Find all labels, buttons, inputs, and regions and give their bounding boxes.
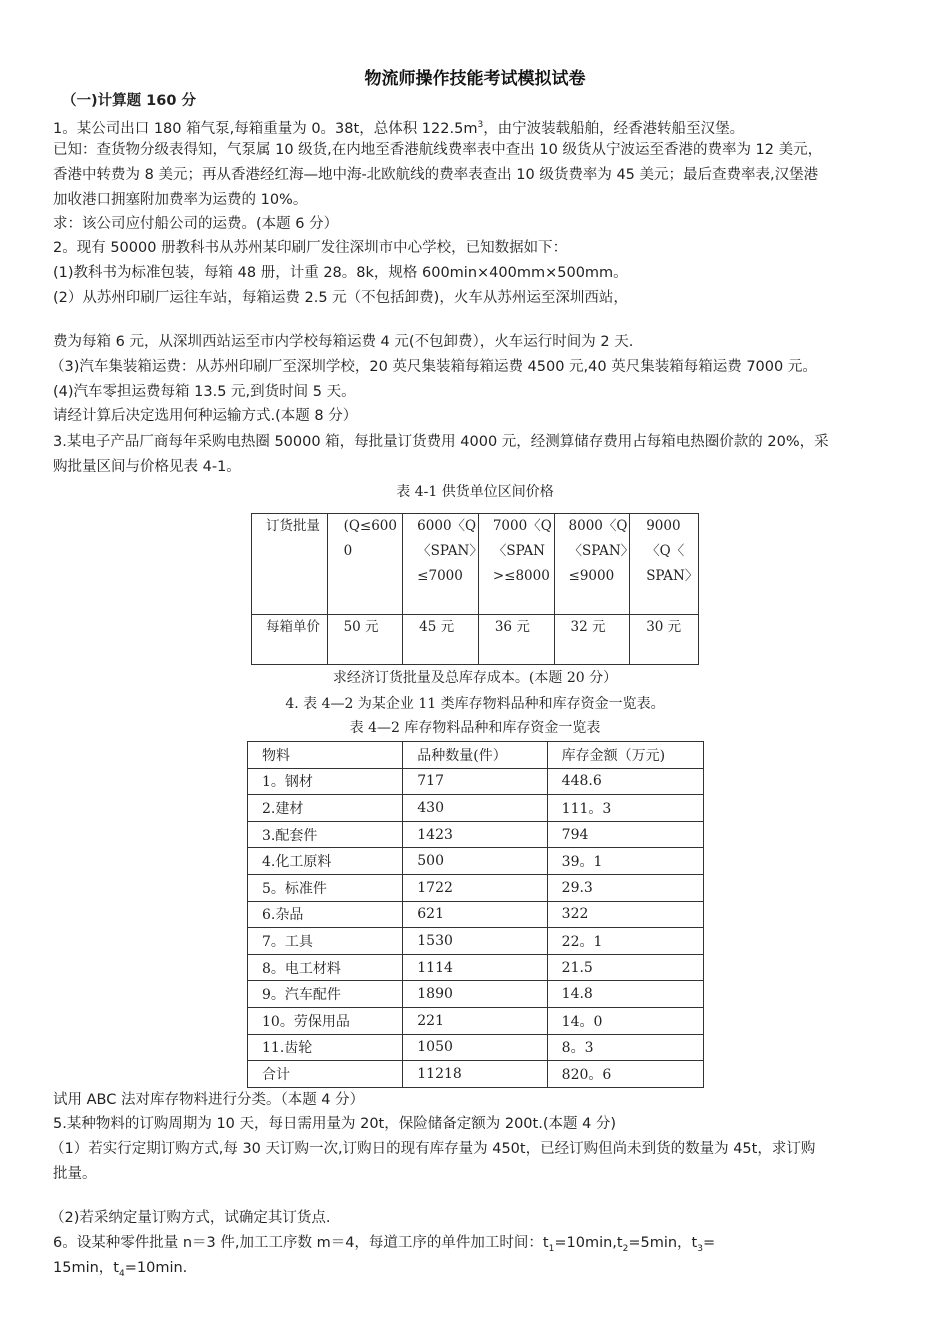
- material-cell: 6.杂品: [248, 901, 403, 928]
- price-cell: 30 元: [630, 615, 699, 665]
- material-cell: 8。电工材料: [248, 954, 403, 981]
- amount-cell: 820。6: [547, 1061, 703, 1088]
- table-row: [248, 981, 704, 1008]
- count-cell: 1050: [403, 1034, 547, 1061]
- amount-cell: 448.6: [547, 768, 703, 795]
- range-cell: 7000〈Q〈SPAN>≤8000: [478, 514, 554, 615]
- count-cell: 500: [403, 848, 547, 875]
- price-cell: 36 元: [478, 615, 554, 665]
- price-cell: 45 元: [403, 615, 479, 665]
- material-cell: 2.建材: [248, 795, 403, 822]
- q3-line-2: 购批量区间与价格见表 4-1。: [53, 459, 241, 475]
- count-cell: 1114: [403, 954, 547, 981]
- table-total-row: [248, 1061, 704, 1088]
- material-cell: 1。钢材: [248, 768, 403, 795]
- material-cell: 9。汽车配件: [248, 981, 403, 1008]
- price-range-table: [251, 513, 699, 665]
- q4-question: 试用 ABC 法对库存物料进行分类。（本题 4 分）: [53, 1092, 365, 1108]
- q1-line-3: 香港中转费为 8 美元；再从香港经红海—地中海-北欧航线的费率表查出 10 级货费率为 45 美元；最后查费率表,汉堡港: [53, 167, 819, 183]
- material-cell: 11.齿轮: [248, 1034, 403, 1061]
- table-row: [248, 1007, 704, 1034]
- q2-line-4: 费为每箱 6 元，从深圳西站运至市内学校每箱运费 4 元(不包卸费），火车运行时间为 2 天.: [53, 334, 634, 350]
- count-cell: 1722: [403, 874, 547, 901]
- price-cell: 50 元: [327, 615, 403, 665]
- q6-line-1: 6。设某种零件批量 n＝3 件,加工工序数 m＝4，每道工序的单件加工时间：$t_1=10\min,t_2=5\min$，$t_3=$: [53, 1235, 716, 1254]
- count-cell: 221: [403, 1007, 547, 1034]
- q2-line-6: (4)汽车零担运费每箱 13.5 元,到货时间 5 天。: [53, 384, 356, 400]
- table-row: [248, 768, 704, 795]
- q2-line-2: (1)教科书为标准包装，每箱 48 册，计重 28。8k，规格 600min×400mm×500mm。: [53, 265, 628, 281]
- amount-cell: 322: [547, 901, 703, 928]
- range-cell: 8000〈Q〈SPAN〉≤9000: [554, 514, 630, 615]
- order-qty-label-cell: 订货批量: [252, 514, 328, 615]
- table-row: [248, 901, 704, 928]
- header-cell: 库存金额（万元): [547, 742, 703, 769]
- amount-cell: 794: [547, 821, 703, 848]
- q2-line-3: (2）从苏州印刷厂运往车站，每箱运费 2.5 元（不包括卸费)，火车从苏州运至深圳西站，: [53, 290, 628, 306]
- table-row: [248, 795, 704, 822]
- unit-price-label-cell: 每箱单价: [252, 615, 328, 665]
- q1-line-5: 求：该公司应付船公司的运费。(本题 6 分）: [53, 216, 339, 232]
- material-cell: 3.配套件: [248, 821, 403, 848]
- amount-cell: 8。3: [547, 1034, 703, 1061]
- table-row: [248, 874, 704, 901]
- count-cell: 1423: [403, 821, 547, 848]
- amount-cell: 39。1: [547, 848, 703, 875]
- table-4-1-caption: 表 4-1 供货单位区间价格: [396, 484, 554, 500]
- table-row: [248, 928, 704, 955]
- header-cell: 品种数量(件）: [403, 742, 547, 769]
- table-row: [248, 1034, 704, 1061]
- q2-line-5: （3)汽车集装箱运费：从苏州印刷厂至深圳学校，20 英尺集装箱每箱运费 4500 元,40 英尺集装箱每箱运费 7000 元。: [50, 359, 817, 375]
- range-cell: 6000〈Q〈SPAN〉≤7000: [403, 514, 479, 615]
- count-cell: 11218: [403, 1061, 547, 1088]
- table-row: [248, 848, 704, 875]
- table-4-2-caption: 表 4—2 库存物料品种和库存资金一览表: [349, 720, 601, 736]
- material-cell: 合计: [248, 1061, 403, 1088]
- q1-line-1: 1。某公司出口 180 箱气泵,每箱重量为 0。38t，总体积 $122.5m^3$，由宁波装载船舶，经香港转船至汉堡。: [53, 120, 745, 137]
- table-row: [248, 954, 704, 981]
- amount-cell: 14.8: [547, 981, 703, 1008]
- count-cell: 430: [403, 795, 547, 822]
- material-cell: 5。标准件: [248, 874, 403, 901]
- q3-line-1: 3.某电子产品厂商每年采购电热圈 50000 箱，每批量订货费用 4000 元，经测算储存费用占每箱电热圈价款的 20%，采: [53, 434, 829, 450]
- range-cell: 9000〈Q〈 SPAN〉: [630, 514, 699, 615]
- price-cell: 32 元: [554, 615, 630, 665]
- header-cell: 物料: [248, 742, 403, 769]
- q5-line-3: 批量。: [53, 1166, 97, 1182]
- q1-line-4: 加收港口拥塞附加费率为运费的 10%。: [53, 192, 308, 208]
- count-cell: 1530: [403, 928, 547, 955]
- q2-line-7: 请经计算后决定选用何种运输方式.(本题 8 分）: [53, 408, 358, 424]
- page-title: 物流师操作技能考试模拟试卷: [364, 69, 586, 89]
- section-heading: （一)计算题 160 分: [62, 93, 196, 109]
- q5-line-4: （2)若采纳定量订购方式，试确定其订货点.: [50, 1210, 331, 1226]
- range-cell: (Q≤6000: [327, 514, 403, 615]
- q1-line-2: 已知：查货物分级表得知，气泵属 10 级货,在内地至香港航线费率表中查出 10 级货从宁波运至香港的费率为 12 美元，: [53, 142, 823, 158]
- q5-line-1: 5.某种物料的订购周期为 10 天，每日需用量为 20t，保险储备定额为 200t.(本题 4 分): [53, 1116, 617, 1132]
- amount-cell: 14。0: [547, 1007, 703, 1034]
- count-cell: 1890: [403, 981, 547, 1008]
- inventory-table: [247, 741, 704, 1088]
- count-cell: 621: [403, 901, 547, 928]
- count-cell: 717: [403, 768, 547, 795]
- amount-cell: 21.5: [547, 954, 703, 981]
- q2-line-1: 2。现有 50000 册教科书从苏州某印刷厂发往深圳市中心学校，已知数据如下：: [53, 240, 568, 256]
- table-row: [248, 821, 704, 848]
- table-header-row: [248, 742, 704, 769]
- amount-cell: 111。3: [547, 795, 703, 822]
- material-cell: 10。劳保用品: [248, 1007, 403, 1034]
- q3-question: 求经济订货批量及总库存成本。(本题 20 分）: [332, 670, 618, 686]
- material-cell: 4.化工原料: [248, 848, 403, 875]
- material-cell: 7。工具: [248, 928, 403, 955]
- amount-cell: 29.3: [547, 874, 703, 901]
- amount-cell: 22。1: [547, 928, 703, 955]
- q5-line-2: （1）若实行定期订购方式,每 30 天订购一次,订购日的现有库存量为 450t，已经订购但尚未到货的数量为 45t，求订购: [50, 1141, 816, 1157]
- q4-intro: 4. 表 4—2 为某企业 11 类库存物料品种和库存资金一览表。: [285, 696, 665, 712]
- q6-line-2: 15min，$t_4=10\min$.: [53, 1260, 188, 1279]
